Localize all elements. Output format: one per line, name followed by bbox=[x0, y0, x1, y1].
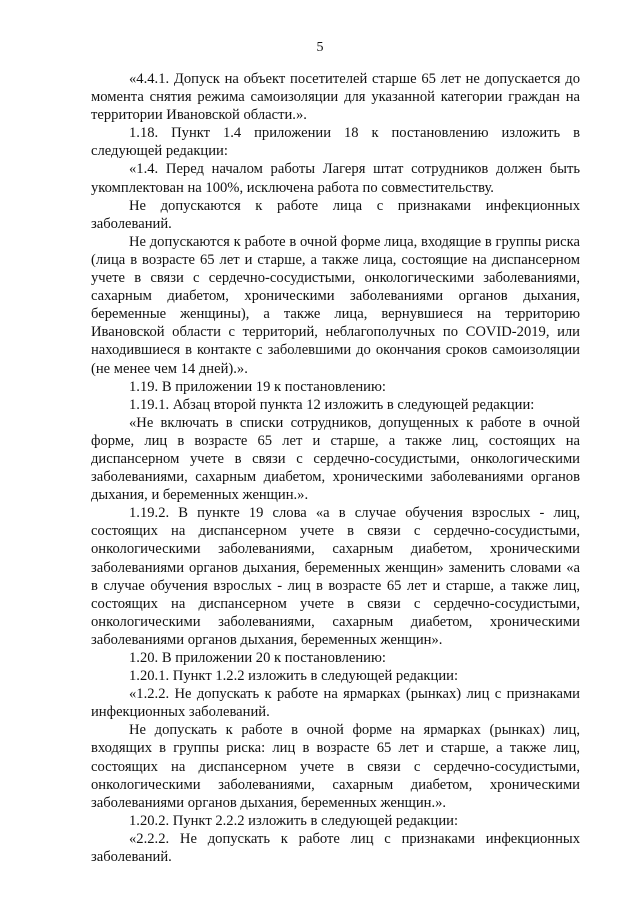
paragraph-1-20: 1.20. В приложении 20 к постановлению: bbox=[129, 650, 386, 666]
paragraph-risk-groups: Не допускаются к работе в очной форме лица, входящие в группы риска (лица в возрасте 65 лет и старше, а также лица, состоящие на диспансерном учете в связи с сердечно-сосудистыми, онкологическими заболеваниями, сахарным диабетом, хроническими заболеваниями органов дыхания, беременные женщины), а также лица, вернувшиеся на территорию Ивановской области с территорий, неблагополучных по COVID-2019, или находившиеся в контакте с заболевшими до окончания сроков самоизоляции (не менее чем 14 дней).». bbox=[91, 233, 580, 377]
paragraph-2-2-2: «2.2.2. Не допускать к работе лиц с признаками инфекционных заболеваний. bbox=[91, 830, 580, 866]
paragraph-1-20-1: 1.20.1. Пункт 1.2.2 изложить в следующей редакции: bbox=[129, 668, 458, 685]
paragraph-1-4: «1.4. Перед началом работы Лагеря штат сотрудников должен быть укомплектован на 100%, исключена работа по совместительству. bbox=[91, 161, 580, 196]
document-body bbox=[91, 70, 580, 866]
page-number: 5 bbox=[316, 40, 324, 55]
paragraph-1-20-2: 1.20.2. Пункт 2.2.2 изложить в следующей редакции: bbox=[129, 812, 458, 829]
paragraph-markets: Не допускать к работе в очной форме на ярмарках (рынках) лиц, входящих в группы риска: лиц в возрасте 65 лет и старше, а также лиц, состоящих на диспансерном учете в связи с сердечно-сосудистыми, онкологическими заболеваниями, сахарным диабетом, хроническими заболеваниями органов дыхания, беременных женщин.». bbox=[91, 722, 580, 811]
paragraph-1-2-2: «1.2.2. Не допускать к работе на ярмарках (рынках) лиц с признаками инфекционных заболеваний. bbox=[91, 686, 580, 721]
paragraph-1-18: 1.18. Пункт 1.4 приложении 18 к постановлению изложить в следующей редакции: bbox=[91, 125, 580, 160]
paragraph-staff-lists: «Не включать в списки сотрудников, допущенных к работе в очной форме, лиц в возрасте 65 лет и старше, а также лиц, состоящих на диспансерном учете в связи с сердечно-сосудистыми, онкологическими заболеваниями, сахарным диабетом, хроническими заболеваниями органов дыхания, и беременных женщин.». bbox=[91, 414, 580, 504]
paragraph-1-19: 1.19. В приложении 19 к постановлению: bbox=[129, 378, 386, 395]
paragraph-1-19-1: 1.19.1. Абзац второй пункта 12 изложить в следующей редакции: bbox=[129, 396, 535, 413]
paragraph-4-4-1: «4.4.1. Допуск на объект посетителей старше 65 лет не допускается до момента снятия режима самоизоляции для указанной категории граждан на территории Ивановской области.». bbox=[91, 71, 580, 124]
paragraph-infection: Не допускаются к работе лица с признаками инфекционных заболеваний. bbox=[91, 197, 580, 232]
paragraph-1-19-2: 1.19.2. В пункте 19 слова «а в случае обучения взрослых - лиц, состоящих на диспансерном учете в связи с сердечно-сосудистыми, онкологическими заболеваниями, сахарным диабетом, хроническими заболеваниями органов дыхания, беременных женщин» заменить словами «а в случае обучения взрослых - лиц в возрасте 65 лет и старше, а также лиц, состоящих на диспансерном учете в связи с сердечно-сосудистыми, онкологическими заболеваниями, сахарным диабетом, хроническими заболеваниями органов дыхания, беременных женщин». bbox=[91, 505, 580, 648]
